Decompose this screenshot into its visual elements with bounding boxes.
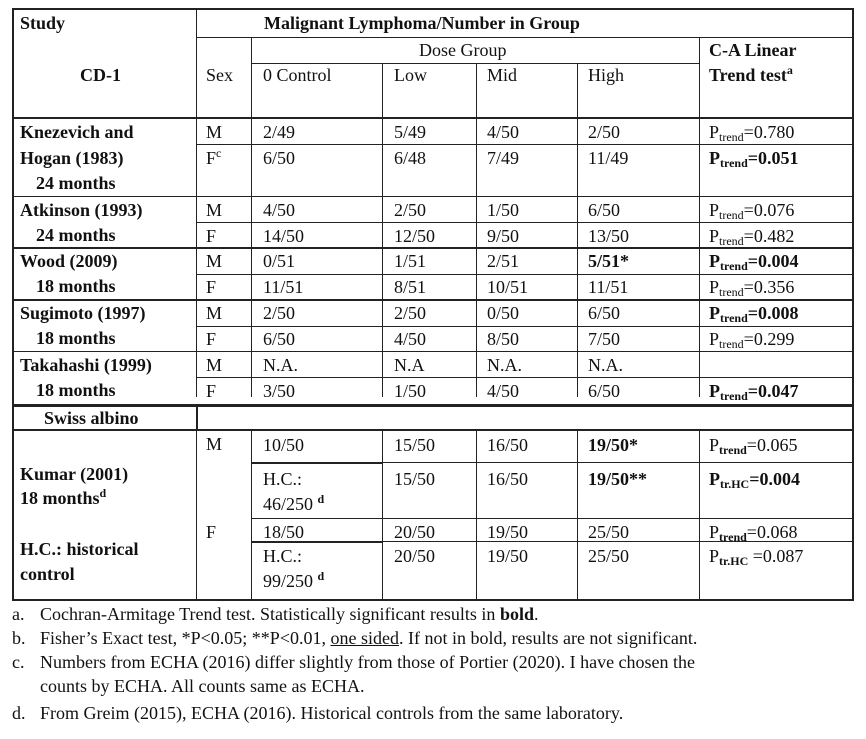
study-name: Takahashi (1999) bbox=[20, 355, 152, 375]
rule-sg bbox=[14, 351, 854, 352]
sex-cell: F bbox=[206, 226, 217, 246]
trend-p-value: $P_{trend}=0.482$ bbox=[709, 226, 795, 248]
dose-cell: 13/50 bbox=[588, 226, 630, 246]
col-divider-control bbox=[382, 64, 383, 397]
dose-cell: 2/50 bbox=[394, 200, 427, 220]
dose-cell: 12/50 bbox=[394, 226, 436, 246]
swiss-col-divider-control bbox=[382, 430, 383, 601]
sex-cell: M bbox=[206, 122, 223, 142]
study-duration: 24 months bbox=[36, 173, 116, 193]
footnote-d-text: From Greim (2015), ECHA (2016). Historical controls from the same laboratory. bbox=[40, 703, 624, 723]
trend-p-value: $P_{trend}=0.051$ bbox=[709, 148, 799, 170]
dose-cell: 7/50 bbox=[588, 329, 621, 349]
study-duration: 18 months bbox=[36, 276, 116, 296]
dose-cell: N.A bbox=[394, 355, 425, 375]
table-title: Malignant Lymphoma/Number in Group bbox=[264, 13, 580, 33]
dose-cell: 10/51 bbox=[487, 277, 529, 297]
footnote-a bbox=[12, 603, 538, 626]
footnote-a-label: a. bbox=[12, 604, 25, 624]
study-name: Wood (2009) bbox=[20, 251, 118, 271]
dose-cell: 19/50** bbox=[588, 469, 648, 489]
study-name: Atkinson (1993) bbox=[20, 200, 143, 220]
dose-cell: N.A. bbox=[263, 355, 298, 375]
dose-cell: 11/49 bbox=[588, 148, 629, 168]
rule-sg-m bbox=[196, 326, 854, 327]
rule-km-m bbox=[382, 462, 854, 463]
dose-cell: 3/50 bbox=[263, 381, 296, 401]
sex-cell: F bbox=[206, 329, 217, 349]
rule-at-m bbox=[196, 222, 854, 223]
dose-cell: 5/49 bbox=[394, 122, 427, 142]
dose-cell: 6/50 bbox=[588, 200, 621, 220]
dose-cell: 18/50 bbox=[263, 522, 305, 542]
dose-cell: 6/48 bbox=[394, 148, 427, 168]
rule-km-mf bbox=[251, 518, 854, 519]
trend-p-value: $P_{trend}=0.780$ bbox=[709, 122, 795, 144]
swiss-divider bbox=[196, 405, 198, 429]
dose-cell: 19/50 bbox=[487, 522, 529, 542]
dose-cell: 0/50 bbox=[487, 303, 520, 323]
dose-cell: 19/50* bbox=[588, 435, 639, 455]
trend-p-value: $P_{trend}=0.008$ bbox=[709, 303, 799, 325]
trend-p-value: $P_{trend}=0.356$ bbox=[709, 277, 795, 299]
swiss-col-divider-high bbox=[699, 430, 700, 601]
trend-p-value: $P_{trend}=0.004$ bbox=[709, 251, 799, 273]
dose-cell: 6/50 bbox=[263, 329, 296, 349]
dose-cell: 4/50 bbox=[394, 329, 427, 349]
col-divider-low bbox=[476, 64, 477, 397]
sex-cell: M bbox=[206, 355, 223, 375]
dose-cell: 0/51 bbox=[263, 251, 296, 271]
trend-p-value: $P_{trend}=0.076$ bbox=[709, 200, 795, 222]
trend-p-value: $P_{trend}=0.299$ bbox=[709, 329, 795, 351]
trend-p-value: $P_{tr.HC} =0.087$ bbox=[709, 546, 804, 568]
footnote-b-label: b. bbox=[12, 628, 26, 648]
study-duration-kumar: 18 months$^d$ bbox=[20, 486, 107, 508]
sex-cell: M bbox=[206, 303, 223, 323]
dose-cell: 4/50 bbox=[263, 200, 296, 220]
dose-cell: 16/50 bbox=[487, 435, 529, 455]
dose-cell: 1/50 bbox=[487, 200, 520, 220]
study-name-kumar: Kumar (2001) bbox=[20, 464, 129, 484]
study-duration: 24 months bbox=[36, 225, 116, 245]
ca-test-header-line2: Trend test$^a$ bbox=[709, 63, 793, 85]
dose-cell: 16/50 bbox=[487, 469, 529, 489]
footnote-b-text: Fisher’s Exact test, *P<0.05; **P<0.01, bbox=[40, 628, 331, 648]
dose-cell: 2/50 bbox=[588, 122, 621, 142]
col-divider-high bbox=[699, 38, 700, 397]
dose-cell: 20/50 bbox=[394, 546, 436, 566]
dose-cell: 2/50 bbox=[394, 303, 427, 323]
trend-p-value: $P_{trend}=0.065$ bbox=[709, 435, 798, 457]
study-header: Study bbox=[20, 13, 66, 33]
historical-control-label: H.C.: bbox=[263, 469, 303, 489]
rule-title bbox=[196, 37, 854, 38]
historical-control-count: 99/250 $^d$ bbox=[263, 569, 325, 591]
dose-cell: 5/51* bbox=[588, 251, 630, 271]
dose-group-header: Dose Group bbox=[419, 40, 507, 60]
trend-p-value: $P_{tr.HC}=0.004$ bbox=[709, 469, 800, 491]
dose-cell: 20/50 bbox=[394, 522, 436, 542]
dose-cell: 25/50 bbox=[588, 546, 630, 566]
dose-cell: 9/50 bbox=[487, 226, 520, 246]
strain-header-cd1: CD-1 bbox=[80, 65, 121, 85]
swiss-col-divider-low bbox=[476, 430, 477, 601]
dose-col-mid: Mid bbox=[487, 65, 518, 85]
dose-cell: 15/50 bbox=[394, 469, 436, 489]
rule-swiss bbox=[14, 429, 854, 431]
footnote-b-end: . If not in bold, results are not significant. bbox=[398, 628, 698, 648]
dose-cell: 8/50 bbox=[487, 329, 520, 349]
footnote-c-continued: counts by ECHA. All counts same as ECHA. bbox=[40, 676, 365, 696]
rule-wd bbox=[14, 299, 854, 301]
strain-header-swiss: Swiss albino bbox=[44, 408, 139, 428]
study-name: Knezevich and bbox=[20, 122, 134, 142]
rule-cd1-end bbox=[14, 404, 854, 407]
dose-cell: N.A. bbox=[588, 355, 623, 375]
dose-cell: N.A. bbox=[487, 355, 522, 375]
rule-kh bbox=[14, 196, 854, 197]
dose-cell: 4/50 bbox=[487, 122, 520, 142]
dose-cell: 1/50 bbox=[394, 381, 427, 401]
footnote-b bbox=[12, 627, 697, 650]
dose-cell: 6/50 bbox=[588, 303, 621, 323]
dose-cell: 6/50 bbox=[588, 381, 621, 401]
dose-cell: 2/49 bbox=[263, 122, 296, 142]
footnote-c bbox=[12, 651, 695, 674]
rule-kh-m bbox=[196, 144, 854, 145]
col-divider-mid bbox=[577, 64, 578, 397]
study-duration: 18 months bbox=[36, 328, 116, 348]
dose-cell: 11/51 bbox=[263, 277, 304, 297]
historical-control-label: H.C.: bbox=[263, 546, 303, 566]
swiss-col-divider-mid bbox=[577, 430, 578, 601]
dose-cell: 1/51 bbox=[394, 251, 427, 271]
dose-cell: 14/50 bbox=[263, 226, 305, 246]
study-name: Hogan (1983) bbox=[20, 148, 124, 168]
dose-cell: 25/50 bbox=[588, 522, 630, 542]
dose-cell: 6/50 bbox=[263, 148, 296, 168]
lymphoma-table bbox=[12, 8, 854, 601]
dose-cell: 11/51 bbox=[588, 277, 629, 297]
dose-cell: 15/50 bbox=[394, 435, 436, 455]
historical-control-count: 46/250 $^d$ bbox=[263, 492, 325, 514]
swiss-col-divider-sex bbox=[251, 430, 252, 601]
dose-cell: 19/50 bbox=[487, 546, 529, 566]
footnote-a-end: . bbox=[533, 604, 539, 624]
dose-col-high: High bbox=[588, 65, 624, 85]
sex-cell: M bbox=[206, 200, 223, 220]
sex-kumar-m: M bbox=[206, 434, 223, 454]
footnote-c-label: c. bbox=[12, 652, 25, 672]
sex-kumar-f: F bbox=[206, 522, 217, 542]
footnote-a-text: Cochran-Armitage Trend test. Statistically significant results in bbox=[40, 604, 500, 624]
dose-cell: 2/51 bbox=[487, 251, 520, 271]
dose-cell: 4/50 bbox=[487, 381, 520, 401]
sex-header: Sex bbox=[206, 65, 233, 85]
swiss-col-divider-study bbox=[196, 430, 197, 601]
dose-cell: 10/50 bbox=[263, 435, 305, 455]
dose-col-control: 0 Control bbox=[263, 65, 332, 85]
ca-test-header-line1: C-A Linear bbox=[709, 40, 797, 60]
study-duration: 18 months bbox=[36, 380, 116, 400]
rule-wd-m bbox=[196, 274, 854, 275]
trend-p-value: $P_{trend}=0.047$ bbox=[709, 381, 799, 403]
dose-col-low: Low bbox=[394, 65, 427, 85]
rule-tk-m bbox=[196, 377, 854, 378]
footnote-b-underline: one sided bbox=[330, 628, 399, 648]
footnote-d bbox=[12, 702, 623, 725]
footnote-c-text: Numbers from ECHA (2016) differ slightly from those of Portier (2020). I have chosen the bbox=[40, 652, 696, 672]
sex-cell: F bbox=[206, 381, 217, 401]
footnote-d-label: d. bbox=[12, 703, 26, 723]
trend-p-value: $P_{trend}=0.068$ bbox=[709, 522, 798, 544]
rule-km-m-hc bbox=[251, 462, 382, 464]
footnote-a-bold: bold bbox=[499, 604, 534, 624]
dose-cell: 2/50 bbox=[263, 303, 296, 323]
col-divider-sex bbox=[251, 38, 252, 397]
sex-cell: F bbox=[206, 277, 217, 297]
hc-definition-line2: control bbox=[20, 564, 75, 584]
sex-cell: M bbox=[206, 251, 223, 271]
rule-header bbox=[14, 117, 854, 119]
dose-cell: 7/49 bbox=[487, 148, 520, 168]
hc-definition-line1: H.C.: historical bbox=[20, 539, 139, 559]
sex-cell: $F^c$ bbox=[206, 146, 222, 168]
col-divider-study bbox=[196, 10, 197, 397]
dose-cell: 8/51 bbox=[394, 277, 427, 297]
study-name: Sugimoto (1997) bbox=[20, 303, 146, 323]
